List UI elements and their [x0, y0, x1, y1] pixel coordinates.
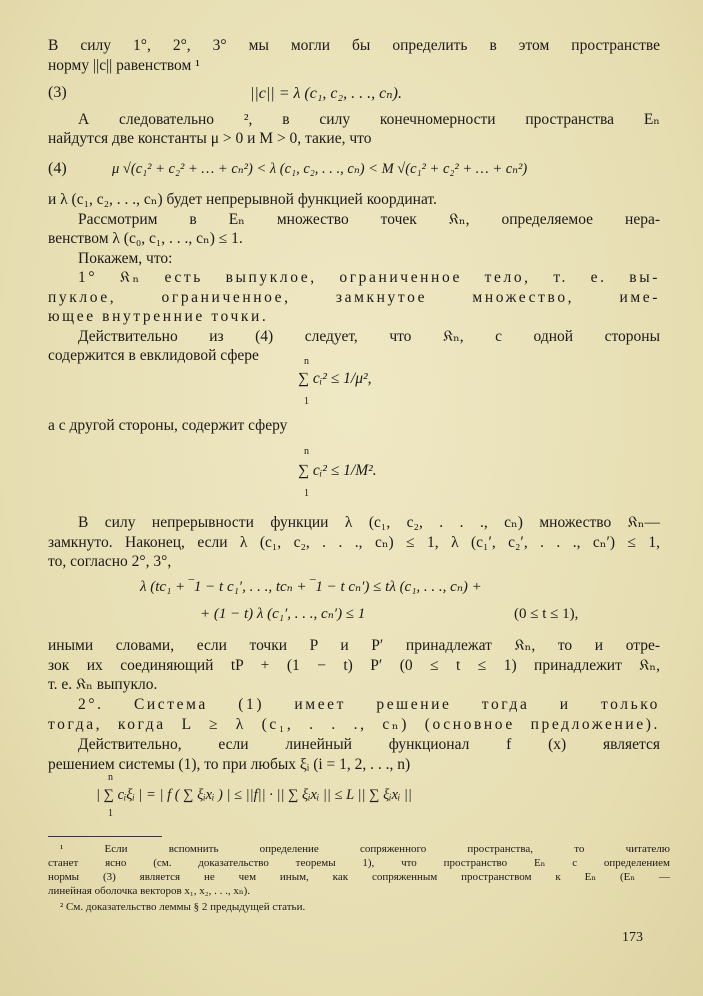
theorem-line: пуклое, ограниченное, замкнутое множество, име- — [48, 289, 660, 306]
text-line: зок их соединяющий tP + (1 − t) P′ (0 ≤ t ≤ 1) принадлежит 𝔎ₙ, — [48, 657, 660, 674]
footnote-line: линейная оболочка векторов x₁, x₂, . . ., xₙ). — [48, 885, 251, 897]
footnote-line: ¹ Если вспомнить определение сопряженного пространства, то читателю — [60, 843, 670, 855]
equation-sphere-2: ∑ cᵢ² ≤ 1/M². — [298, 462, 377, 479]
sum-lower-limit: 1 — [108, 808, 113, 819]
text-line: В силу непрерывности функции λ (c₁, c₂, . . ., cₙ) множество 𝔎ₙ— — [78, 514, 660, 531]
sum-upper-limit: n — [304, 446, 309, 457]
equation-sphere-1: ∑ cᵢ² ≤ 1/μ², — [298, 370, 372, 387]
equation-6: | ∑ cᵢξᵢ | = | f ( ∑ ξᵢxᵢ ) | ≤ ||f|| · || ∑ ξᵢxᵢ || ≤ L || ∑ ξᵢxᵢ || — [96, 787, 412, 803]
equation-number: (4) — [48, 160, 67, 177]
sum-upper-limit: n — [108, 772, 113, 783]
theorem-line: 1° 𝔎ₙ есть выпуклое, ограниченное тело, т. е. вы- — [78, 269, 660, 286]
theorem-line: тогда, когда L ≥ λ (c₁, . . ., cₙ) (основное предложение). — [48, 716, 660, 733]
equation-number: (3) — [48, 84, 67, 101]
theorem-line: ющее внутренние точки. — [48, 308, 269, 325]
text-line: иными словами, если точки P и P′ принадлежат 𝔎ₙ, то и отре- — [48, 637, 660, 654]
text-line: решением системы (1), то при любых ξᵢ (i = 1, 2, . . ., n) — [48, 756, 411, 773]
text-line: содержится в евклидовой сфере — [48, 347, 259, 364]
sum-lower-limit: 1 — [304, 488, 309, 499]
footnote-line: станет ясно (см. доказательство теоремы 1), что пространство Eₙ с определением — [48, 857, 670, 869]
footnote-rule — [48, 836, 162, 837]
sum-lower-limit: 1 — [304, 396, 309, 407]
text-line: Действительно, если линейный функционал f (x) является — [78, 736, 660, 753]
equation-condition: (0 ≤ t ≤ 1), — [514, 606, 579, 622]
text-line: Рассмотрим в Eₙ множество точек 𝔎ₙ, определяемое нера- — [78, 211, 660, 228]
text-line: Покажем, что: — [78, 250, 173, 267]
text-line: венством λ (c₀, c₁, . . ., cₙ) ≤ 1. — [48, 230, 243, 247]
footnote-line: ² См. доказательство леммы § 2 предыдущей статьи. — [60, 901, 306, 913]
equation-4: μ √(c₁² + c₂² + … + cₙ²) < λ (c₁, c₂, . . ., cₙ) < M √(c₁² + c₂² + … + cₙ²) — [112, 161, 528, 177]
theorem-line: 2°. Система (1) имеет решение тогда и только — [78, 696, 660, 713]
text-line: т. е. 𝔎ₙ выпукло. — [48, 676, 158, 693]
equation-convexity-b: + (1 − t) λ (c₁′, . . ., cₙ′) ≤ 1 — [200, 606, 366, 622]
text-line: Действительно из (4) следует, что 𝔎ₙ, с одной стороны — [78, 328, 660, 345]
text-line: замкнуто. Наконец, если λ (c₁, c₂, . . ., cₙ) ≤ 1, λ (c₁′, c₂′, . . ., cₙ′) ≤ 1, — [48, 534, 660, 551]
equation-convexity-a: λ (tc₁ + ‾1 − t c₁′, . . ., tcₙ + ‾1 − t cₙ′) ≤ tλ (c₁, . . ., cₙ) + — [140, 579, 482, 595]
text-line: а с другой стороны, содержит сферу — [48, 417, 288, 434]
text-line: и λ (c₁, c₂, . . ., cₙ) будет непрерывной функцией координат. — [48, 191, 437, 208]
text-line: норму ||c|| равенством ¹ — [48, 57, 200, 74]
text-line: найдутся две константы μ > 0 и M > 0, такие, что — [48, 130, 372, 147]
equation-3: ||c|| = λ (c₁, c₂, . . ., cₙ). — [250, 85, 402, 102]
text-line: то, согласно 2°, 3°, — [48, 553, 172, 570]
footnote-line: нормы (3) является не чем иным, как сопряженным пространством к Eₙ (Eₙ — — [48, 871, 670, 883]
text-line: А следовательно ², в силу конечномерности пространства Eₙ — [78, 111, 660, 128]
text-line: В силу 1°, 2°, 3° мы могли бы определить в этом пространстве — [48, 37, 660, 54]
page-number: 173 — [622, 930, 643, 945]
sum-upper-limit: n — [304, 356, 309, 367]
